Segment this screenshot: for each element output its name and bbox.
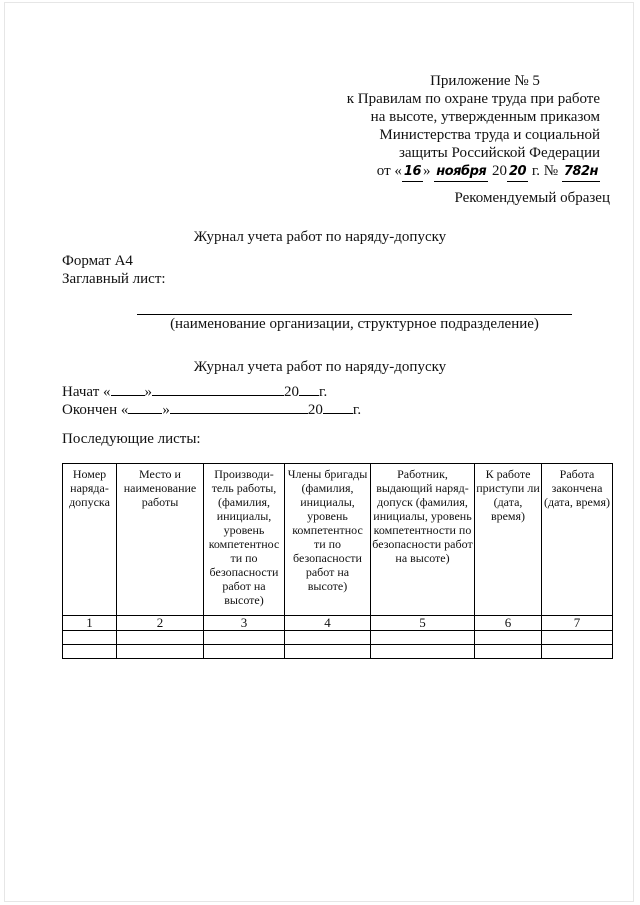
table-cell (475, 631, 542, 645)
header-cell: Место и наименование работы (117, 464, 204, 616)
header-cell: Работа закончена (дата, время) (542, 464, 613, 616)
started-line (62, 383, 361, 401)
table-header-row (63, 464, 613, 616)
table-cell (63, 631, 117, 645)
ended-line (62, 401, 361, 419)
table-cell (285, 645, 371, 659)
column-number: 7 (542, 616, 613, 631)
title-page-label: Заглавный лист: (62, 271, 166, 287)
journal-title: Журнал учета работ по наряду-допуску (193, 229, 447, 245)
table-row (63, 631, 613, 645)
column-number: 6 (475, 616, 542, 631)
table-cell (475, 645, 542, 659)
table-cell (371, 631, 475, 645)
quote-close: » (162, 402, 170, 418)
table-cell (117, 645, 204, 659)
organization-underline (137, 314, 572, 315)
header-cell: К работе приступи ли (дата, время) (475, 464, 542, 616)
table-cell (371, 645, 475, 659)
journal-title-2: Журнал учета работ по наряду-допуску (193, 359, 447, 375)
header-cell: Номер наряда-допуска (63, 464, 117, 616)
year-prefix-label: 20 (307, 402, 323, 418)
month-blank (170, 401, 308, 414)
month-blank (152, 383, 284, 396)
table-cell (117, 631, 204, 645)
year-prefix: 20 (492, 163, 507, 179)
column-number-row (63, 616, 613, 631)
column-number: 5 (371, 616, 475, 631)
appendix-block (330, 72, 600, 182)
format-label: Формат А4 (62, 253, 133, 269)
year-blank (299, 383, 319, 396)
appendix-title: Приложение № 5 (430, 73, 540, 89)
table-cell (542, 645, 613, 659)
date-mid: » (423, 163, 431, 179)
year-prefix-label: 20 (284, 384, 300, 400)
quote-close: » (144, 384, 153, 400)
year-suffix-label: г. (352, 402, 362, 418)
appendix-line: Министерства труда и социальной (379, 127, 600, 143)
journal-table (62, 463, 613, 659)
header-cell: Члены бригады (фамилия, инициалы, уровень компетентнос ти по безопасности работ на высоте) (285, 464, 371, 616)
ended-label: Окончен « (62, 402, 129, 418)
format-block (62, 252, 166, 288)
table-cell (63, 645, 117, 659)
date-prefix: от « (376, 163, 402, 179)
organization-caption: (наименование организации, структурное подразделение) (170, 316, 539, 332)
header-cell: Работник, выдающий наряд-допуск (фамилия, инициалы, уровень компетентности по безопасности работ на высоте) (371, 464, 475, 616)
header-cell: Производи-тель работы, (фамилия, инициалы, уровень компетентнос ти по безопасности работ на высоте) (204, 464, 285, 616)
handwritten-month: ноября (434, 163, 488, 182)
day-blank (128, 401, 162, 414)
table-cell (542, 631, 613, 645)
column-number: 3 (204, 616, 285, 631)
handwritten-day: 16 (402, 163, 423, 182)
appendix-line: на высоте, утвержденным приказом (370, 109, 600, 125)
year-blank (323, 401, 353, 414)
subsequent-pages-label: Последующие листы: (62, 431, 201, 447)
table-cell (204, 645, 285, 659)
column-number: 1 (63, 616, 117, 631)
order-date-line (330, 162, 600, 182)
started-label: Начат « (62, 384, 111, 400)
column-number: 2 (117, 616, 204, 631)
day-blank (111, 383, 145, 396)
appendix-line: защиты Российской Федерации (398, 145, 600, 161)
date-suffix: г. № (531, 163, 559, 179)
sample-label: Рекомендуемый образец (454, 190, 610, 206)
handwritten-order-number: 782н (562, 163, 600, 182)
year-suffix-label: г. (319, 384, 328, 400)
dates-block (62, 383, 361, 419)
table-cell (285, 631, 371, 645)
table-row (63, 645, 613, 659)
appendix-line: к Правилам по охране труда при работе (346, 91, 600, 107)
column-number: 4 (285, 616, 371, 631)
table-cell (204, 631, 285, 645)
handwritten-year: 20 (507, 163, 528, 182)
